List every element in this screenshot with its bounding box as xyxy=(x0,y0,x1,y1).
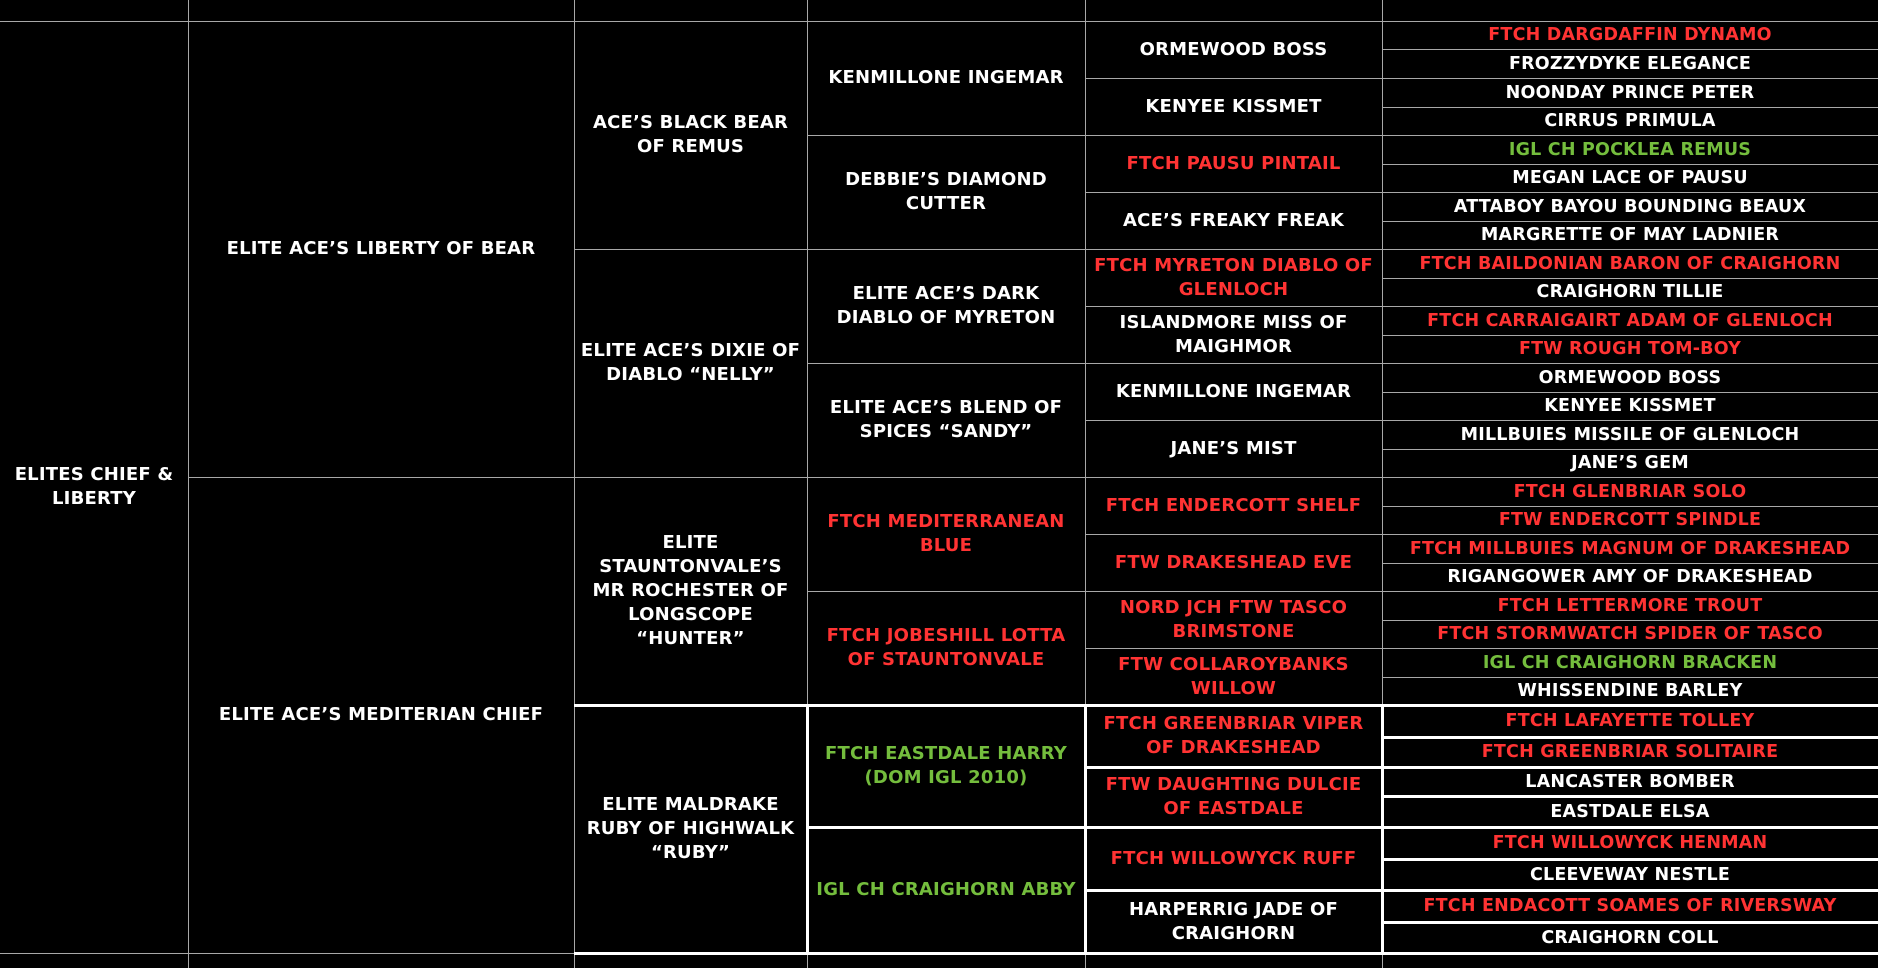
great-great-great-grandparent-name: IGL CH POCKLEA REMUS xyxy=(1508,139,1752,160)
great-great-great-grandparent-name: ATTABOY BAYOU BOUNDING BEAUX xyxy=(1453,196,1807,217)
highlight-border xyxy=(1381,705,1384,953)
grid-line-row xyxy=(1382,249,1878,250)
grid-line-top xyxy=(0,21,1878,22)
grid-line-row xyxy=(1382,192,1878,193)
great-great-grandparent-name: FTW DRAKESHEAD EVE xyxy=(1114,551,1353,573)
highlight-border xyxy=(574,952,1878,955)
great-great-grandparent-name: KENMILLONE INGEMAR xyxy=(1115,380,1352,402)
grid-line-row xyxy=(1382,477,1878,478)
grandparent-name: ELITE MALDRAKE RUBY OF HIGHWALK “RUBY” xyxy=(586,794,795,863)
great-great-great-grandparent-name: FTCH WILLOWYCK HENMAN xyxy=(1492,833,1768,853)
grandparent-name: ELITE ACE’S DIXIE OF DIABLO “NELLY” xyxy=(580,340,801,385)
great-great-grandparent-name: ISLANDMORE MISS OF MAIGHMOR xyxy=(1119,311,1348,357)
grid-line-row xyxy=(1382,164,1878,165)
great-great-great-grandparent-name: CLEEVEWAY NESTLE xyxy=(1530,864,1730,885)
great-great-grandparent-name: FTCH GREENBRIAR VIPER OF DRAKESHEAD xyxy=(1103,713,1364,758)
great-grandparent-name: FTCH JOBESHILL LOTTA OF STAUNTONVALE xyxy=(826,625,1066,670)
great-great-grandparent-name: JANE’S MIST xyxy=(1170,437,1297,459)
great-great-great-grandparent-name: FTW ROUGH TOM-BOY xyxy=(1518,339,1742,359)
great-great-great-grandparent-name: RIGANGOWER AMY OF DRAKESHEAD xyxy=(1447,567,1813,587)
great-great-great-grandparent-name: CIRRUS PRIMULA xyxy=(1544,111,1716,131)
great-great-great-grandparent-name: MEGAN LACE OF PAUSU xyxy=(1512,168,1748,188)
great-great-grandparent-name: KENYEE KISSMET xyxy=(1145,95,1322,117)
grid-line-column xyxy=(574,0,575,968)
great-great-grandparent-name: FTCH ENDERCOTT SHELF xyxy=(1105,494,1362,516)
highlight-border xyxy=(1382,858,1878,861)
grid-line-row xyxy=(1382,278,1878,279)
great-grandparent-name: ELITE ACE’S BLEND OF SPICES “SANDY” xyxy=(829,397,1063,442)
great-great-grandparent-name: FTW DAUGHTING DULCIE OF EASTDALE xyxy=(1105,774,1362,819)
grid-line-row xyxy=(1382,591,1878,592)
great-great-great-grandparent-name: FTCH CARRAIGAIRT ADAM OF GLENLOCH xyxy=(1427,310,1833,331)
great-great-great-grandparent-name: ORMEWOOD BOSS xyxy=(1538,367,1722,388)
grid-line-row xyxy=(1382,49,1878,50)
great-great-great-grandparent-name: EASTDALE ELSA xyxy=(1550,801,1710,822)
great-great-grandparent-name: ACE’S FREAKY FREAK xyxy=(1122,209,1345,231)
great-great-great-grandparent-name: LANCASTER BOMBER xyxy=(1525,771,1735,792)
great-great-grandparent-name: FTCH PAUSU PINTAIL xyxy=(1126,152,1341,174)
grid-line-row xyxy=(1382,620,1878,621)
grid-line-row xyxy=(1382,506,1878,507)
great-grandparent-name: FTCH EASTDALE HARRY (DOM IGL 2010) xyxy=(824,743,1068,788)
great-grandparent-name: ELITE ACE’S DARK DIABLO OF MYRETON xyxy=(836,283,1056,328)
grid-line-row xyxy=(1382,78,1878,79)
highlight-border xyxy=(1085,889,1878,892)
subject-dog-name: ELITES CHIEF & LIBERTY xyxy=(14,464,174,509)
parent-name: ELITE ACE’S LIBERTY OF BEAR xyxy=(226,238,536,259)
great-great-great-grandparent-name: JANE’S GEM xyxy=(1571,453,1689,473)
great-great-great-grandparent-name: FTCH LETTERMORE TROUT xyxy=(1497,595,1763,616)
grid-line-row xyxy=(1382,392,1878,393)
grid-line-row xyxy=(1382,306,1878,307)
great-great-great-grandparent-name: FROZZYDYKE ELEGANCE xyxy=(1508,53,1752,74)
parent-name: ELITE ACE’S MEDITERIAN CHIEF xyxy=(218,704,544,725)
highlight-border xyxy=(1084,705,1087,953)
great-great-great-grandparent-name: IGL CH CRAIGHORN BRACKEN xyxy=(1482,652,1778,673)
highlight-border xyxy=(1382,736,1878,739)
great-grandparent-name: IGL CH CRAIGHORN ABBY xyxy=(816,879,1076,900)
great-great-grandparent-name: FTCH MYRETON DIABLO OF GLENLOCH xyxy=(1094,254,1373,300)
grid-line-row xyxy=(1382,449,1878,450)
grid-line-row xyxy=(1382,420,1878,421)
highlight-border xyxy=(807,826,1878,829)
great-great-grandparent-name: HARPERRIG JADE OF CRAIGHORN xyxy=(1129,898,1338,944)
great-grandparent-name: DEBBIE’S DIAMOND CUTTER xyxy=(845,169,1047,214)
grid-line-row xyxy=(1382,648,1878,649)
great-great-great-grandparent-name: FTCH STORMWATCH SPIDER OF TASCO xyxy=(1437,624,1823,644)
grid-line-row xyxy=(1382,335,1878,336)
grandparent-name: ACE’S BLACK BEAR OF REMUS xyxy=(592,112,789,157)
great-great-grandparent-name: FTW COLLAROYBANKS WILLOW xyxy=(1118,653,1349,699)
great-great-great-grandparent-name: MILLBUIES MISSILE OF GLENLOCH xyxy=(1460,424,1800,445)
great-great-great-grandparent-name: CRAIGHORN TILLIE xyxy=(1536,282,1724,302)
great-great-great-grandparent-name: KENYEE KISSMET xyxy=(1544,396,1716,416)
great-grandparent-name: FTCH MEDITERRANEAN BLUE xyxy=(827,511,1065,556)
great-great-great-grandparent-name: WHISSENDINE BARLEY xyxy=(1517,681,1743,701)
grid-line-row xyxy=(1382,363,1878,364)
great-great-grandparent-name: ORMEWOOD BOSS xyxy=(1139,38,1328,60)
grid-line-row xyxy=(1382,135,1878,136)
grid-line-row xyxy=(1382,534,1878,535)
great-great-great-grandparent-name: NOONDAY PRINCE PETER xyxy=(1505,82,1755,103)
great-great-great-grandparent-name: FTCH MILLBUIES MAGNUM OF DRAKESHEAD xyxy=(1409,538,1851,559)
great-great-grandparent-name: FTCH WILLOWYCK RUFF xyxy=(1110,847,1357,869)
great-great-great-grandparent-name: FTW ENDERCOTT SPINDLE xyxy=(1498,510,1762,530)
grid-line-column xyxy=(188,0,189,968)
highlight-border xyxy=(806,705,809,953)
great-great-great-grandparent-name: FTCH DARGDAFFIN DYNAMO xyxy=(1488,25,1772,45)
grid-line-row xyxy=(1382,677,1878,678)
grandparent-name: ELITE STAUNTONVALE’S MR ROCHESTER OF LONGSCOPE “HUNTER” xyxy=(592,532,789,649)
highlight-border xyxy=(1382,795,1878,798)
grid-line-row xyxy=(1382,107,1878,108)
highlight-border xyxy=(574,704,1878,707)
great-great-grandparent-name: NORD JCH FTW TASCO BRIMSTONE xyxy=(1119,596,1348,642)
great-great-great-grandparent-name: MARGRETTE OF MAY LADNIER xyxy=(1480,225,1780,245)
great-great-great-grandparent-name: FTCH ENDACOTT SOAMES OF RIVERSWAY xyxy=(1423,896,1837,916)
great-great-great-grandparent-name: FTCH LAFAYETTE TOLLEY xyxy=(1505,711,1755,731)
grid-line-row xyxy=(1382,563,1878,564)
grid-line-row xyxy=(1382,221,1878,222)
great-great-great-grandparent-name: FTCH BAILDONIAN BARON OF CRAIGHORN xyxy=(1419,253,1841,274)
highlight-border xyxy=(1382,921,1878,924)
highlight-border xyxy=(1085,766,1878,769)
great-great-great-grandparent-name: CRAIGHORN COLL xyxy=(1541,927,1719,948)
great-great-great-grandparent-name: FTCH GREENBRIAR SOLITAIRE xyxy=(1481,742,1779,762)
great-grandparent-name: KENMILLONE INGEMAR xyxy=(828,67,1064,88)
great-great-great-grandparent-name: FTCH GLENBRIAR SOLO xyxy=(1513,481,1747,502)
